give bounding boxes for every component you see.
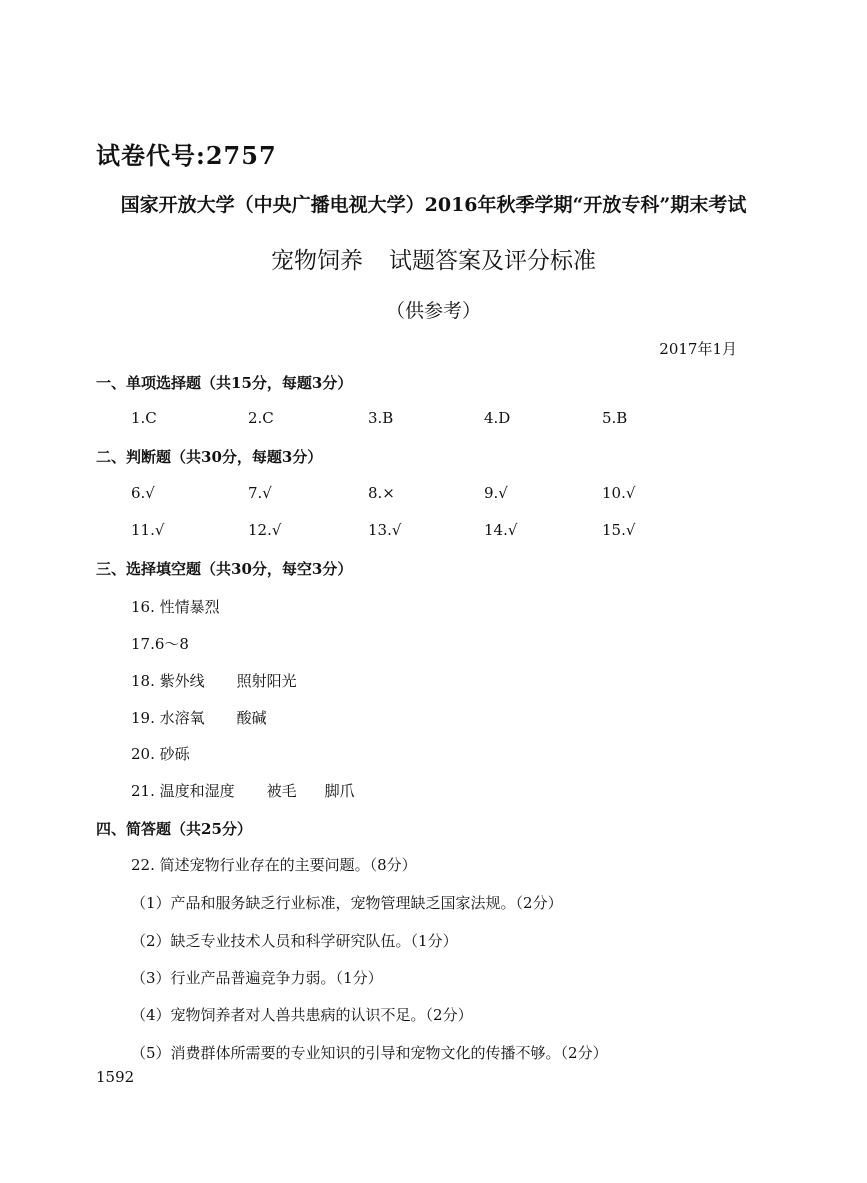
item-answer: 被毛 [266, 782, 297, 800]
fill-answer [131, 780, 355, 801]
item-answer: 水溶氧 [159, 709, 205, 727]
answer-point: （4）宠物饲养者对人兽共患病的认识不足。（2分） [131, 1006, 473, 1024]
item-number: 17. [131, 635, 155, 653]
answer-cell: 10.√ [602, 484, 636, 502]
item-answer: 酸碱 [236, 709, 267, 727]
item-answer: 砂砾 [159, 745, 190, 763]
answer-cell: 8.× [368, 484, 395, 502]
answer-point: （3）行业产品普遍竞争力弱。（1分） [131, 969, 383, 987]
item-answer: 脚爪 [324, 782, 355, 800]
item-answer: 温度和湿度 [159, 782, 235, 800]
answer-cell: 6.√ [131, 484, 155, 502]
answer-point: （2）缺乏专业技术人员和科学研究队伍。（1分） [131, 932, 458, 950]
answer-cell: 15.√ [602, 521, 636, 539]
item-answer: 紫外线 [159, 672, 205, 690]
document-title [0, 242, 867, 275]
reference-note: （供参考） [385, 300, 481, 322]
answer-point: （5）消费群体所需要的专业知识的引导和宠物文化的传播不够。（2分） [131, 1044, 608, 1062]
item-number: 18. [131, 672, 155, 690]
page-number: 1592 [96, 1068, 135, 1086]
item-answer: 照射阳光 [236, 672, 297, 690]
answer-cell: 7.√ [248, 484, 272, 502]
fill-answer [131, 633, 189, 654]
fill-answer [131, 743, 190, 764]
exam-code: 试卷代号:2757 [96, 141, 277, 170]
fill-answer [131, 596, 220, 617]
section-title-fill: 三、选择填空题（共30分，每空3分） [96, 560, 353, 578]
item-number: 16. [131, 598, 155, 616]
answer-cell: 4.D [484, 409, 511, 427]
answer-cell: 1.C [131, 409, 157, 427]
section-title-choice: 一、单项选择题（共15分，每题3分） [96, 374, 353, 392]
item-number: 21. [131, 782, 155, 800]
answer-cell: 2.C [248, 409, 274, 427]
item-answer: 6～8 [154, 635, 189, 653]
course-name: 宠物饲养 [271, 248, 363, 274]
university-heading: 国家开放大学（中央广播电视大学）2016年秋季学期“开放专科”期末考试 [120, 194, 747, 216]
answer-cell: 13.√ [368, 521, 402, 539]
section-title-judgment: 二、判断题（共30分，每题3分） [96, 448, 323, 466]
fill-answer [131, 707, 267, 728]
answer-cell: 9.√ [484, 484, 508, 502]
answer-cell: 3.B [368, 409, 394, 427]
section-title-short-answer: 四、简答题（共25分） [96, 820, 252, 838]
exam-date: 2017年1月 [659, 340, 737, 358]
item-number: 19. [131, 709, 155, 727]
item-number: 20. [131, 745, 155, 763]
answer-point: （1）产品和服务缺乏行业标准，宠物管理缺乏国家法规。（2分） [131, 894, 563, 912]
answer-cell: 12.√ [248, 521, 282, 539]
answer-cell: 11.√ [131, 521, 165, 539]
answer-cell: 5.B [602, 409, 628, 427]
answer-cell: 14.√ [484, 521, 518, 539]
fill-answer [131, 670, 297, 691]
item-answer: 性情暴烈 [159, 598, 220, 616]
document-type: 试题答案及评分标准 [389, 248, 596, 274]
question-text: 22. 简述宠物行业存在的主要问题。（8分） [131, 856, 417, 874]
